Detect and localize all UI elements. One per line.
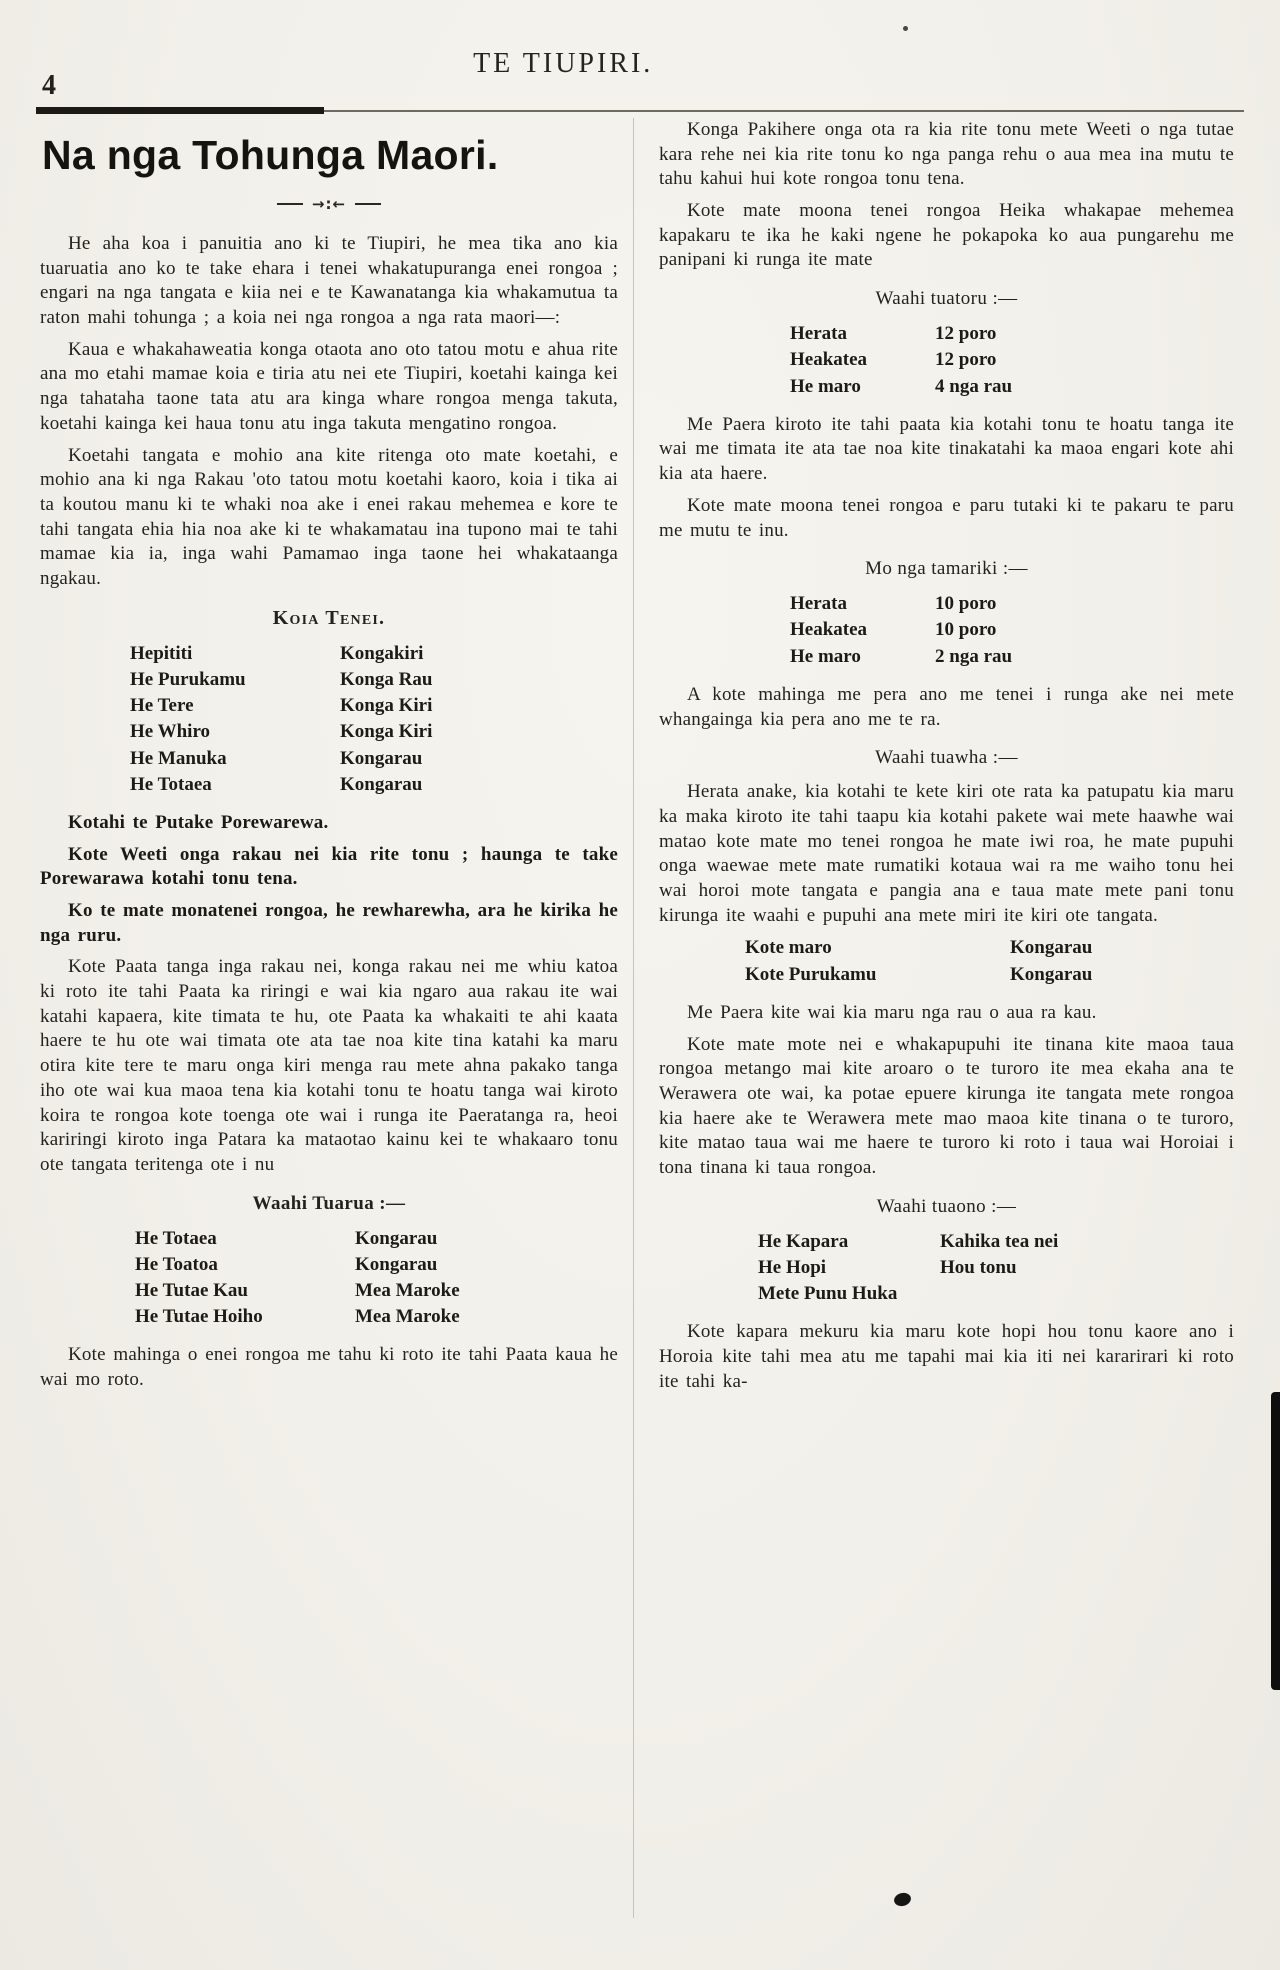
remedy-value: Kahika tea nei (940, 1230, 1059, 1252)
column-rule (633, 118, 634, 1918)
remedy-value: Kongarau (355, 1227, 438, 1249)
remedy-row (130, 667, 618, 693)
remedy-row (745, 962, 1234, 988)
remedy-name: He Whiro (130, 721, 211, 743)
right-paragraph-2: Kote mate moona tenei rongoa Heika whakapae mehemea kapakaru te ika he kaki ngene he pokapoka ko aua pungarehu me panipani ki runga ite mate (659, 200, 1234, 271)
right-paragraph-1: Konga Pakihere onga ota ra kia rite tonu mete Weeti o nga tutae kara rehe nei kia rite tonu ko nga panga rehu o aua mea ina mutu te tahu kahui hui kote rongoa tonu tena. (659, 119, 1234, 190)
remedy-row (758, 1281, 1234, 1307)
remedy-name: He Toatoa (135, 1253, 218, 1275)
left-paragraph-2: Kaua e whakahaweatia konga otaota ano oto tatou motu e ahua rite ana mo etahi mamae koia e tiria atu nei ete Tiupiri, koetahi kainga kei nga tahataha taone tata atu ara kinga whare rongoa menga takuta, koetahi kainga kei haua tonu atu inga takuta mengatino rongoa. (40, 338, 618, 434)
remedy-row (130, 693, 618, 719)
remedy-name: He Hopi (758, 1256, 827, 1278)
right-paragraph-4: Kote mate moona tenei rongoa e paru tutaki ki te pakaru te paru me mutu te inu. (659, 494, 1234, 541)
remedy-value: Konga Kiri (340, 721, 433, 743)
remedy-value: Konga Kiri (340, 695, 433, 717)
remedy-row (790, 321, 1234, 347)
remedy-name: Hepititi (130, 642, 193, 664)
remedy-row (135, 1278, 618, 1304)
page-number: 4 (42, 70, 56, 101)
remedy-name: He Tutae Hoiho (135, 1306, 263, 1328)
left-paragraph-6: Ko te mate monatenei rongoa, he rewharewha, ara he kirika he nga ruru. (40, 900, 618, 946)
remedy-list-koia-tenei (40, 641, 618, 798)
left-paragraph-1: He aha koa i panuitia ano ki te Tiupiri, he mea tika ano kia tuaruatia ano ko te take ehara i tenei whakatupuranga enei rongoa ; engari na nga tangata e kiia nei e te Kawanatanga kia whakamutua ta raton mahi tohunga ; a koia nei nga rongoa a nga rata maori—: (40, 233, 618, 329)
subheading-mo-nga-tamariki: Mo nga tamariki :— (865, 558, 1028, 580)
ornament-divider (40, 195, 618, 214)
remedy-row (135, 1252, 618, 1278)
subheading-koia-tenei: Koia Tenei. (272, 606, 386, 629)
remedy-name: He Totaea (130, 773, 212, 795)
ink-speck (903, 26, 908, 31)
left-column (40, 118, 618, 1400)
right-paragraph-8: Kote mate mote nei e whakapupuhi ite tinana kite maoa taua rongoa metango mai kite aroaro o te turoro ite mea ekaha ana te Werawera ote wai, ka potae epuere kirunga ite tangata mete rongoa kia haere ake te Werawera mete mao maoa kite tinana o te turoro, kite matao taua wai me haere te turoro ki roto i taua wai Horoiai i tona tinana ki taua rongoa. (659, 1033, 1234, 1178)
remedy-row (135, 1226, 618, 1252)
ornament-glyph: →:← (311, 195, 347, 213)
remedy-value: Kongarau (340, 773, 423, 795)
remedy-list-waahi-tuaono (659, 1229, 1234, 1308)
remedy-list-waahi-tuawha (659, 935, 1234, 987)
scan-artifact-bar (1271, 1392, 1280, 1690)
remedy-name: Herata (790, 593, 847, 615)
article-title: Na nga Tohunga Maori. (42, 132, 499, 178)
remedy-row (758, 1255, 1234, 1281)
left-paragraph-3: Koetahi tangata e mohio ana kite ritenga oto mate koetahi, e mohio ana ki nga Rakau 'oto tatou motu koetahi kaoro, koia i tika ai ta koutou manu ki te whaki noa ake i enei rakau mehemea e kore te tahi tangata ehia hia noa ake ki te whakamatau ina tupono mai te tahi mamae kia ia, inga wahi Pamamao inga taone hei whakataanga ngakau. (40, 444, 618, 589)
remedy-name: Heakatea (790, 349, 868, 371)
remedy-row (790, 374, 1234, 400)
right-paragraph-9: Kote kapara mekuru kia maru kote hopi hou tonu kaore ano i Horoia kite tahi mea atu me tapahi mai kia iti nei kararirari ki roto ite tahi ka- (659, 1321, 1234, 1392)
remedy-value: 12 poro (935, 323, 997, 345)
remedy-value: 2 nga rau (935, 645, 1013, 667)
subheading-waahi-tuarua: Waahi Tuarua :— (252, 1192, 406, 1214)
remedy-name: He Tutae Kau (135, 1280, 248, 1301)
remedy-row (790, 347, 1234, 373)
remedy-name: Kote Purukamu (745, 963, 877, 985)
remedy-row (790, 617, 1234, 643)
remedy-value: Kongakiri (340, 642, 424, 664)
remedy-row (135, 1304, 618, 1330)
subheading-waahi-tuaono: Waahi tuaono :— (876, 1195, 1017, 1217)
subheading-waahi-tuawha: Waahi tuawha :— (875, 747, 1018, 769)
remedy-value: Kongarau (1010, 937, 1093, 959)
remedy-name: Heakatea (790, 619, 868, 641)
remedy-list-mo-nga-tamariki (659, 591, 1234, 670)
remedy-row (130, 746, 618, 772)
remedy-list-waahi-tuarua (40, 1226, 618, 1331)
remedy-value: 12 poro (935, 349, 997, 371)
left-paragraph-5: Kote Weeti onga rakau nei kia rite tonu ; haunga te take Porewarawa kotahi tonu tena. (40, 843, 618, 890)
right-paragraph-7: Me Paera kite wai kia maru nga rau o aua ra kau. (687, 1001, 1097, 1023)
right-paragraph-6: Herata anake, kia kotahi te kete kiri ote rata ka patupatu kia maru ka maka kiroto ite tahi taapu kia kotahi pakete wai mete haawhe wai matao kote mate mo tenei rongoa he mate iwi roa, he mate pupuhi onga waewae mete mate rumatiki kotaua wai ra me waiho tonu hei wai horoi mote tangata e pangia ana e taua mate mete pani tonu kirunga ite waahi e pupuhi ana mete miri ite kiri ote tangata. (659, 781, 1234, 926)
remedy-value: Mea Maroke (355, 1306, 460, 1328)
ornament-line-right (355, 203, 381, 205)
remedy-value: 4 nga rau (935, 375, 1013, 397)
right-paragraph-5: A kote mahinga me pera ano me tenei i runga ake nei mete whangainga kia pera ano me te ra. (659, 683, 1234, 730)
remedy-name: He maro (790, 645, 861, 667)
remedy-name: Herata (790, 323, 847, 345)
remedy-row (790, 644, 1234, 670)
remedy-name: He Tere (130, 695, 194, 717)
remedy-row (745, 935, 1234, 961)
remedy-name: Mete Punu Huka (758, 1283, 898, 1305)
remedy-row (130, 772, 618, 798)
masthead-title: TE TIUPIRI. (473, 48, 654, 79)
remedy-row (790, 591, 1234, 617)
columns-container (40, 118, 1244, 1918)
subheading-waahi-tuatoru: Waahi tuatoru :— (875, 288, 1018, 310)
remedy-name: He Purukamu (130, 668, 246, 690)
remedy-name: He Manuka (130, 747, 227, 769)
ornament-line-left (277, 203, 303, 205)
remedy-value: Mea Maroke (355, 1280, 460, 1301)
remedy-value: Kongarau (340, 747, 423, 769)
right-paragraph-3: Me Paera kiroto ite tahi paata kia kotahi tonu te hoatu tanga ite wai me timata ite ata tae noa kite tinakatahi ka maoa engari kote ahi kia ata haere. (659, 413, 1234, 485)
remedy-row (758, 1229, 1234, 1255)
left-paragraph-8: Kote mahinga o enei rongoa me tahu ki roto ite tahi Paata kaua he wai mo roto. (40, 1344, 618, 1391)
remedy-value: Hou tonu (940, 1256, 1017, 1278)
remedy-name: He Kapara (758, 1230, 849, 1252)
remedy-value: 10 poro (935, 619, 997, 641)
remedy-name: He maro (790, 375, 861, 397)
remedy-value: Konga Rau (340, 668, 433, 690)
left-paragraph-4: Kotahi te Putake Porewarewa. (68, 811, 329, 833)
remedy-value: Kongarau (355, 1253, 438, 1275)
left-paragraph-7: Kote Paata tanga inga rakau nei, konga rakau nei me whiu katoa ki roto ite tahi Paata ka riringi e wai kia ngaro aua rakau ite wai katahi kapaera, kite timata te hu, ote Paata ka whakaiti te ahi kaata haere te hu ote wai timata ote ata tae noa kite tina katahi ka maru otira kite tere te maru onga kiri menga rau mete ahna pakako tanga iho ote wai kua maoa tena kia kotahi tonu te hoatu tanga wai kiroto koira te rongoa kote toenga ote wai i runga ite Paeratanga ra, heoi kariringi kiroto inga Patara ka mataotao kainu kei te whakaaro tonu ote tangata teritenga ote i nu (40, 956, 618, 1175)
header-rule (36, 110, 1244, 112)
remedy-value: 10 poro (935, 593, 997, 615)
remedy-list-waahi-tuatoru (659, 321, 1234, 400)
remedy-name: He Totaea (135, 1227, 217, 1249)
right-column (659, 118, 1234, 1401)
remedy-value: Kongarau (1010, 963, 1093, 985)
remedy-row (130, 641, 618, 667)
remedy-row (130, 719, 618, 745)
remedy-name: Kote maro (745, 937, 832, 959)
